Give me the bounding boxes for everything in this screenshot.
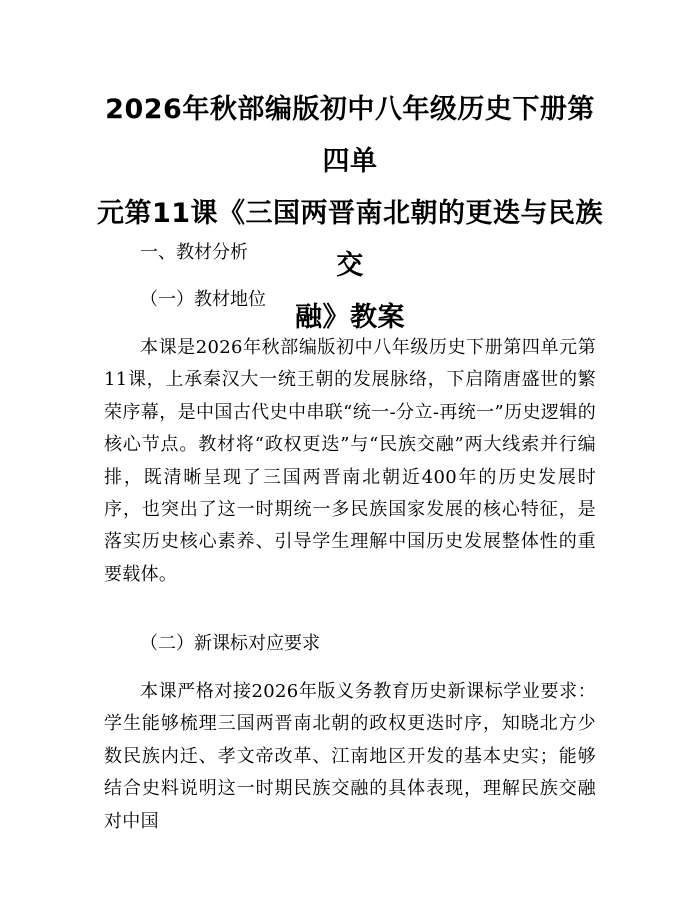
subsection-heading-curriculum-requirements: （二）新课标对应要求 [140,633,320,654]
title-line-2: 元第11课《三国两晋南北朝的更迭与民族交 [96,198,604,281]
title-line-3: 融》教案 [295,302,405,333]
section-heading-materials-analysis: 一、教材分析 [140,242,248,263]
paragraph-textbook-position: 本课是2026年秋部编版初中八年级历史下册第四单元第11课，上承秦汉大一统王朝的发展脉络，下启隋唐盛世的繁荣序幕，是中国古代史中串联“统一-分立-再统一”历史逻辑的核心节点。教材将“政权更迭”与“民族交融”两大线索并行编排，既清晰呈现了三国两晋南北朝近400年的历史发展时序，也突出了这一时期统一多民族国家发展的核心特征，是落实历史核心素养、引导学生理解中国历史发展整体性的重要载体。 [104,337,596,585]
title-line-1: 2026年秋部编版初中八年级历史下册第四单 [105,94,595,177]
paragraph-curriculum-requirements: 本课严格对接2026年版义务教育历史新课标学业要求：学生能够梳理三国两晋南北朝的政权更迭时序，知晓北方少数民族内迁、孝文帝改革、江南地区开发的基本史实；能够结合史料说明这一时期民族交融的具体表现，理解民族交融对中国 [104,681,596,832]
subsection-heading-textbook-position: （一）教材地位 [140,289,266,310]
